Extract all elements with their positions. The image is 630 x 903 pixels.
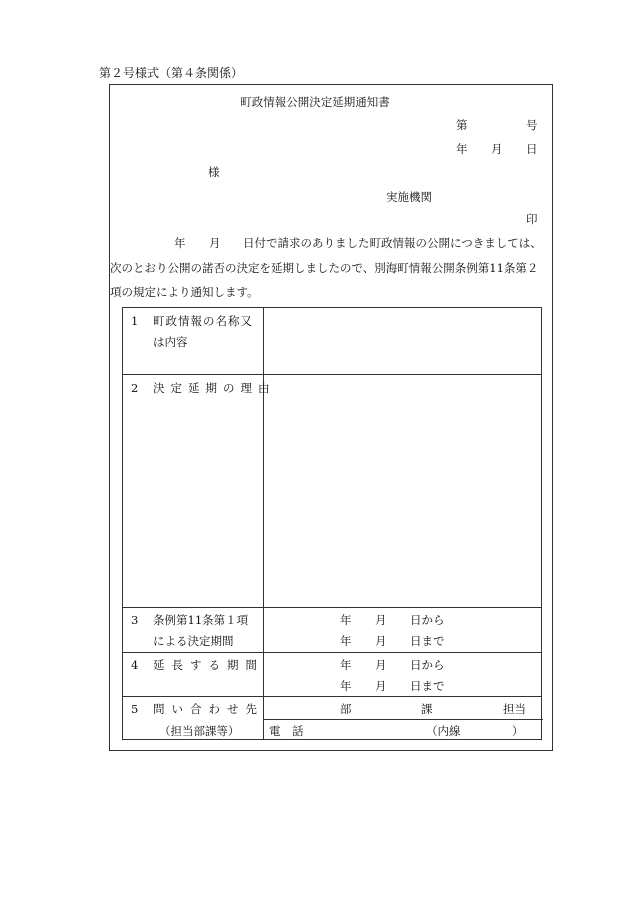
row4-to-month: 月 — [375, 679, 387, 693]
row3-label-line2: による決定期間 — [153, 634, 234, 648]
row1-number: 1 — [131, 314, 139, 328]
row4-from-year: 年 — [340, 658, 352, 672]
row5-label-line2: （担当部課等） — [159, 724, 240, 738]
row3-from-day: 日から — [410, 613, 445, 627]
row4-number: 4 — [131, 658, 139, 672]
row3-from-year: 年 — [340, 613, 352, 627]
body-line3: 項の規定により通知します。 — [110, 285, 259, 299]
row5-ka: 課 — [421, 702, 433, 716]
doc-number-dai: 第 — [456, 118, 468, 132]
contact-inner-divider — [263, 719, 543, 720]
row-divider — [123, 607, 541, 608]
date-day: 日 — [526, 142, 538, 156]
doc-number-go: 号 — [526, 118, 538, 132]
row3-from-month: 月 — [375, 613, 387, 627]
row3-number: 3 — [131, 613, 139, 627]
row4-from-day: 日から — [410, 658, 445, 672]
document-title: 町政情報公開決定延期通知書 — [240, 95, 390, 109]
row5-bu: 部 — [340, 702, 352, 716]
body-line1-text: 日付で請求のありました町政情報の公開につきましては、 — [243, 236, 542, 250]
body-line1-year: 年 — [174, 236, 186, 250]
row5-tanto: 担当 — [503, 702, 526, 716]
row4-from-month: 月 — [375, 658, 387, 672]
row4-label: 延長する期間 — [153, 658, 264, 672]
row-divider — [123, 374, 541, 375]
body-line1-month: 月 — [209, 236, 221, 250]
row5-naisen-open: （内線 — [426, 724, 461, 738]
body-line2: 次のとおり公開の諾否の決定を延期しましたので、別海町情報公開条例第11条第２ — [110, 261, 539, 275]
seal-mark: 印 — [526, 212, 538, 226]
row5-label-line1: 問い合わせ先 — [153, 702, 264, 716]
issuer-label: 実施機関 — [386, 190, 432, 204]
row4-to-day: 日まで — [410, 679, 445, 693]
form-number-label: 第２号様式（第４条関係） — [99, 66, 244, 80]
row5-naisen-close: ） — [512, 724, 524, 738]
row1-label-line2: は内容 — [153, 335, 188, 349]
row1-label-line1: 町政情報の名称又 — [153, 314, 253, 328]
row3-label-line1: 条例第11条第１項 — [153, 613, 249, 627]
row2-number: 2 — [131, 381, 139, 395]
row5-number: 5 — [131, 702, 139, 716]
column-divider — [263, 308, 264, 739]
details-table — [122, 307, 542, 740]
row3-to-day: 日まで — [410, 634, 445, 648]
row2-label: 決定延期の理由 — [153, 381, 276, 395]
row3-to-year: 年 — [340, 634, 352, 648]
row3-to-month: 月 — [375, 634, 387, 648]
row-divider — [123, 652, 541, 653]
date-year: 年 — [456, 142, 468, 156]
row4-to-year: 年 — [340, 679, 352, 693]
row-divider — [123, 696, 541, 697]
row5-phone-label: 電 話 — [269, 724, 304, 738]
addressee-sama: 様 — [208, 165, 220, 179]
date-month: 月 — [491, 142, 503, 156]
